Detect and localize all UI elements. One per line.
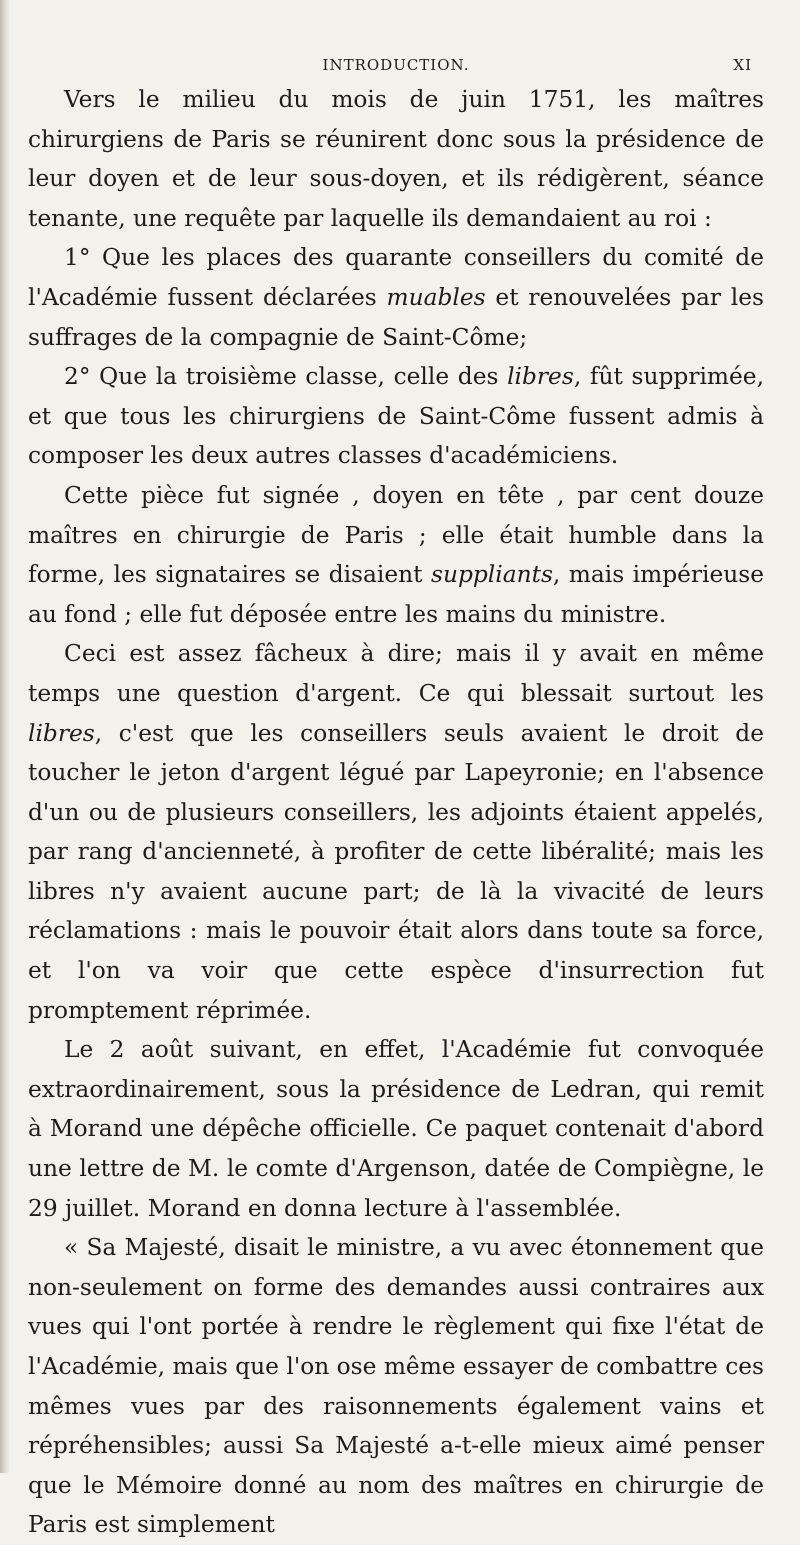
italic-term: suppliants bbox=[431, 561, 553, 589]
book-page bbox=[28, 50, 764, 1545]
paragraph-text: et renouvelées par les suffrages de la compagnie de Saint-Côme; bbox=[28, 283, 764, 351]
paragraph bbox=[28, 634, 764, 1030]
italic-term: libres bbox=[28, 719, 95, 747]
italic-term: libres bbox=[507, 363, 574, 391]
paragraph-text: Le 2 août suivant, en effet, l'Académie fut convoquée extraordinairement, sous la présidence de Ledran, qui remit à Morand une dépêche officielle. Ce paquet contenait d'abord une lettre de M. le comte d'Argenson, datée de Compiègne, le 29 juillet. Morand en donna lecture à l'assemblée. bbox=[28, 1036, 764, 1222]
italic-term: muables bbox=[386, 283, 486, 311]
page-number: XI bbox=[733, 56, 752, 74]
paragraph bbox=[28, 238, 764, 357]
paragraph-text: Ceci est assez fâcheux à dire; mais il y avait en même temps une question d'argent. Ce qui blessait surtout les bbox=[28, 640, 764, 707]
paragraph bbox=[28, 1228, 764, 1545]
paragraph bbox=[28, 476, 764, 634]
paragraph-text: 2° Que la troisième classe, celle des bbox=[64, 363, 508, 391]
paragraph bbox=[28, 1030, 764, 1228]
paragraph-text: Cette pièce fut signée , doyen en tête , par cent douze maîtres en chirurgie de Paris ; elle était humble dans la forme, les signataires se disaient bbox=[28, 481, 764, 589]
running-header bbox=[28, 50, 764, 80]
paragraph-text: « Sa Majesté, disait le ministre, a vu avec étonnement que non-seulement on forme des demandes aussi contraires aux vues qui l'ont portée à rendre le règlement qui fixe l'état de l'Académie, mais que l'on ose même essayer de combattre ces mêmes vues par des raisonnements également vains et répréhensibles; aussi Sa Majesté a-t-elle mieux aimé penser que le Mémoire donné au nom des maîtres en chirurgie de Paris est simplement bbox=[28, 1234, 764, 1539]
body-text bbox=[28, 80, 764, 1545]
paragraph-text: , mais impérieuse au fond ; elle fut déposée entre les mains du ministre. bbox=[28, 561, 765, 628]
running-title: INTRODUCTION. bbox=[322, 56, 470, 74]
paragraph-text: , fût supprimée, et que tous les chirurgiens de Saint-Côme fussent admis à composer les deux autres classes d'académiciens. bbox=[28, 363, 764, 470]
page-edge-shadow bbox=[0, 0, 10, 1473]
paragraph-text: 1° Que les places des quarante conseillers du comité de l'Académie fussent déclarées bbox=[28, 244, 764, 311]
paragraph-text: Vers le milieu du mois de juin 1751, les maîtres chirurgiens de Paris se réunirent donc sous la présidence de leur doyen et de leur sous-doyen, et ils rédigèrent, séance tenante, une requête par laquelle ils demandaient au roi : bbox=[28, 86, 764, 232]
paragraph-text: , c'est que les conseillers seuls avaient le droit de toucher le jeton d'argent légué par Lapeyronie; en l'absence d'un ou de plusieurs conseillers, les adjoints étaient appelés, par rang d'ancienneté, à profiter de cette libéralité; mais les libres n'y avaient aucune part; de là la vivacité de leurs réclamations : mais le pouvoir était alors dans toute sa force, et l'on va voir que cette espèce d'insurrection fut promptement réprimée. bbox=[28, 719, 764, 1024]
paragraph bbox=[28, 80, 764, 238]
paragraph bbox=[28, 357, 764, 476]
